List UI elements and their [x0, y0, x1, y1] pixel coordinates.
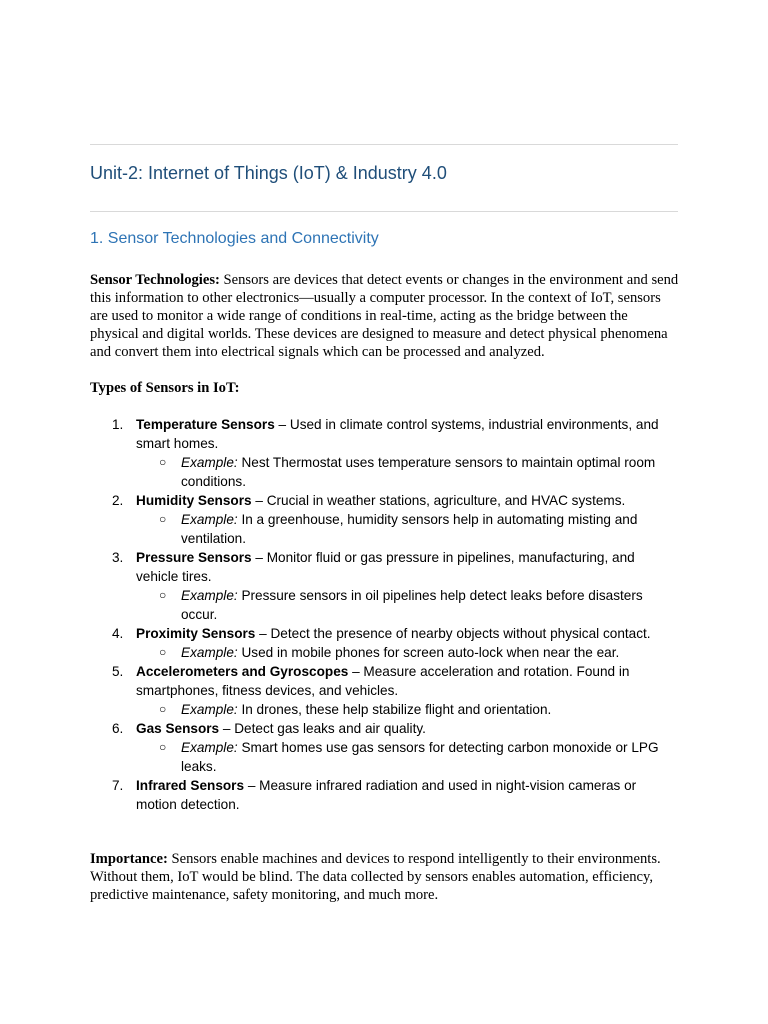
example-list: [136, 700, 680, 719]
list-number: 7.: [112, 778, 124, 793]
example-item: [136, 586, 680, 624]
example-text: Nest Thermostat uses temperature sensors to maintain optimal room conditions.: [181, 455, 656, 489]
list-number: 4.: [112, 626, 124, 641]
example-item: [136, 738, 680, 776]
hollow-bullet-icon: ○: [159, 588, 167, 602]
example-text: Smart homes use gas sensors for detecting carbon monoxide or LPG leaks.: [181, 740, 659, 774]
hollow-bullet-icon: ○: [159, 512, 167, 526]
example-item: [136, 643, 680, 662]
intro-paragraph: [90, 271, 680, 361]
example-label: Example:: [181, 455, 238, 470]
hollow-bullet-icon: ○: [159, 702, 167, 716]
hollow-bullet-icon: ○: [159, 455, 167, 469]
sensor-list-item: [90, 415, 680, 491]
sensor-description: – Used in climate control systems, industrial environments, and smart homes.: [136, 417, 659, 451]
sensor-list: [90, 415, 680, 814]
example-text: Pressure sensors in oil pipelines help detect leaks before disasters occur.: [181, 588, 643, 622]
example-label: Example:: [181, 512, 238, 527]
sensor-name: Humidity Sensors: [136, 493, 252, 508]
list-number: 3.: [112, 550, 124, 565]
intro-label: Sensor Technologies:: [90, 272, 220, 288]
list-number: 5.: [112, 664, 124, 679]
list-number: 2.: [112, 493, 124, 508]
types-heading: Types of Sensors in IoT:: [90, 380, 240, 396]
sensor-name: Accelerometers and Gyroscopes: [136, 664, 349, 679]
sensor-description: – Monitor fluid or gas pressure in pipelines, manufacturing, and vehicle tires.: [136, 550, 635, 584]
sensor-list-item: [90, 548, 680, 624]
example-item: [136, 510, 680, 548]
importance-label: Importance:: [90, 851, 168, 867]
importance-paragraph: [90, 850, 680, 904]
example-list: [136, 510, 680, 548]
sensor-list-item: [90, 719, 680, 776]
sensor-name: Infrared Sensors: [136, 778, 245, 793]
sensor-list-item: [90, 624, 680, 662]
list-number: 1.: [112, 417, 124, 432]
sensor-description: – Measure acceleration and rotation. Found in smartphones, fitness devices, and vehicles.: [136, 664, 630, 698]
sensor-description: – Detect gas leaks and air quality.: [219, 721, 426, 736]
example-text: Used in mobile phones for screen auto-lock when near the ear.: [237, 645, 620, 660]
sensor-list-item: [90, 662, 680, 719]
list-number: 6.: [112, 721, 124, 736]
sensor-description: – Detect the presence of nearby objects without physical contact.: [255, 626, 651, 641]
example-label: Example:: [181, 702, 238, 717]
example-item: [136, 453, 680, 491]
example-label: Example:: [181, 645, 238, 660]
intro-text: Sensors are devices that detect events or changes in the environment and send this information to other electronics—usually a computer processor. In the context of IoT, sensors are used to monitor a wide range of conditions in real-time, acting as the bridge between the physical and digital worlds. These devices are designed to measure and detect physical phenomena and convert them into electrical signals which can be processed and analyzed.: [90, 272, 679, 360]
sensor-list-item: [90, 491, 680, 548]
hollow-bullet-icon: ○: [159, 740, 167, 754]
page-title: Unit-2: Internet of Things (IoT) & Industry 4.0: [90, 163, 447, 183]
sensor-description: – Measure infrared radiation and used in night-vision cameras or motion detection.: [136, 778, 637, 812]
importance-text: Sensors enable machines and devices to respond intelligently to their environments. Without them, IoT would be blind. The data collected by sensors enables automation, efficiency, predictive maintenance, safety monitoring, and much more.: [90, 851, 661, 903]
sensor-name: Proximity Sensors: [136, 626, 256, 641]
section-heading: 1. Sensor Technologies and Connectivity: [90, 230, 379, 247]
top-divider: [90, 144, 678, 145]
example-list: [136, 738, 680, 776]
example-list: [136, 586, 680, 624]
example-label: Example:: [181, 740, 238, 755]
example-list: [136, 643, 680, 662]
example-item: [136, 700, 680, 719]
sensor-list-item: [90, 776, 680, 814]
sensor-name: Pressure Sensors: [136, 550, 252, 565]
title-divider: [90, 211, 678, 212]
example-list: [136, 453, 680, 491]
sensor-name: Gas Sensors: [136, 721, 220, 736]
example-label: Example:: [181, 588, 238, 603]
sensor-name: Temperature Sensors: [136, 417, 275, 432]
example-text: In drones, these help stabilize flight and orientation.: [237, 702, 552, 717]
example-text: In a greenhouse, humidity sensors help in automating misting and ventilation.: [181, 512, 638, 546]
hollow-bullet-icon: ○: [159, 645, 167, 659]
sensor-description: – Crucial in weather stations, agriculture, and HVAC systems.: [251, 493, 626, 508]
